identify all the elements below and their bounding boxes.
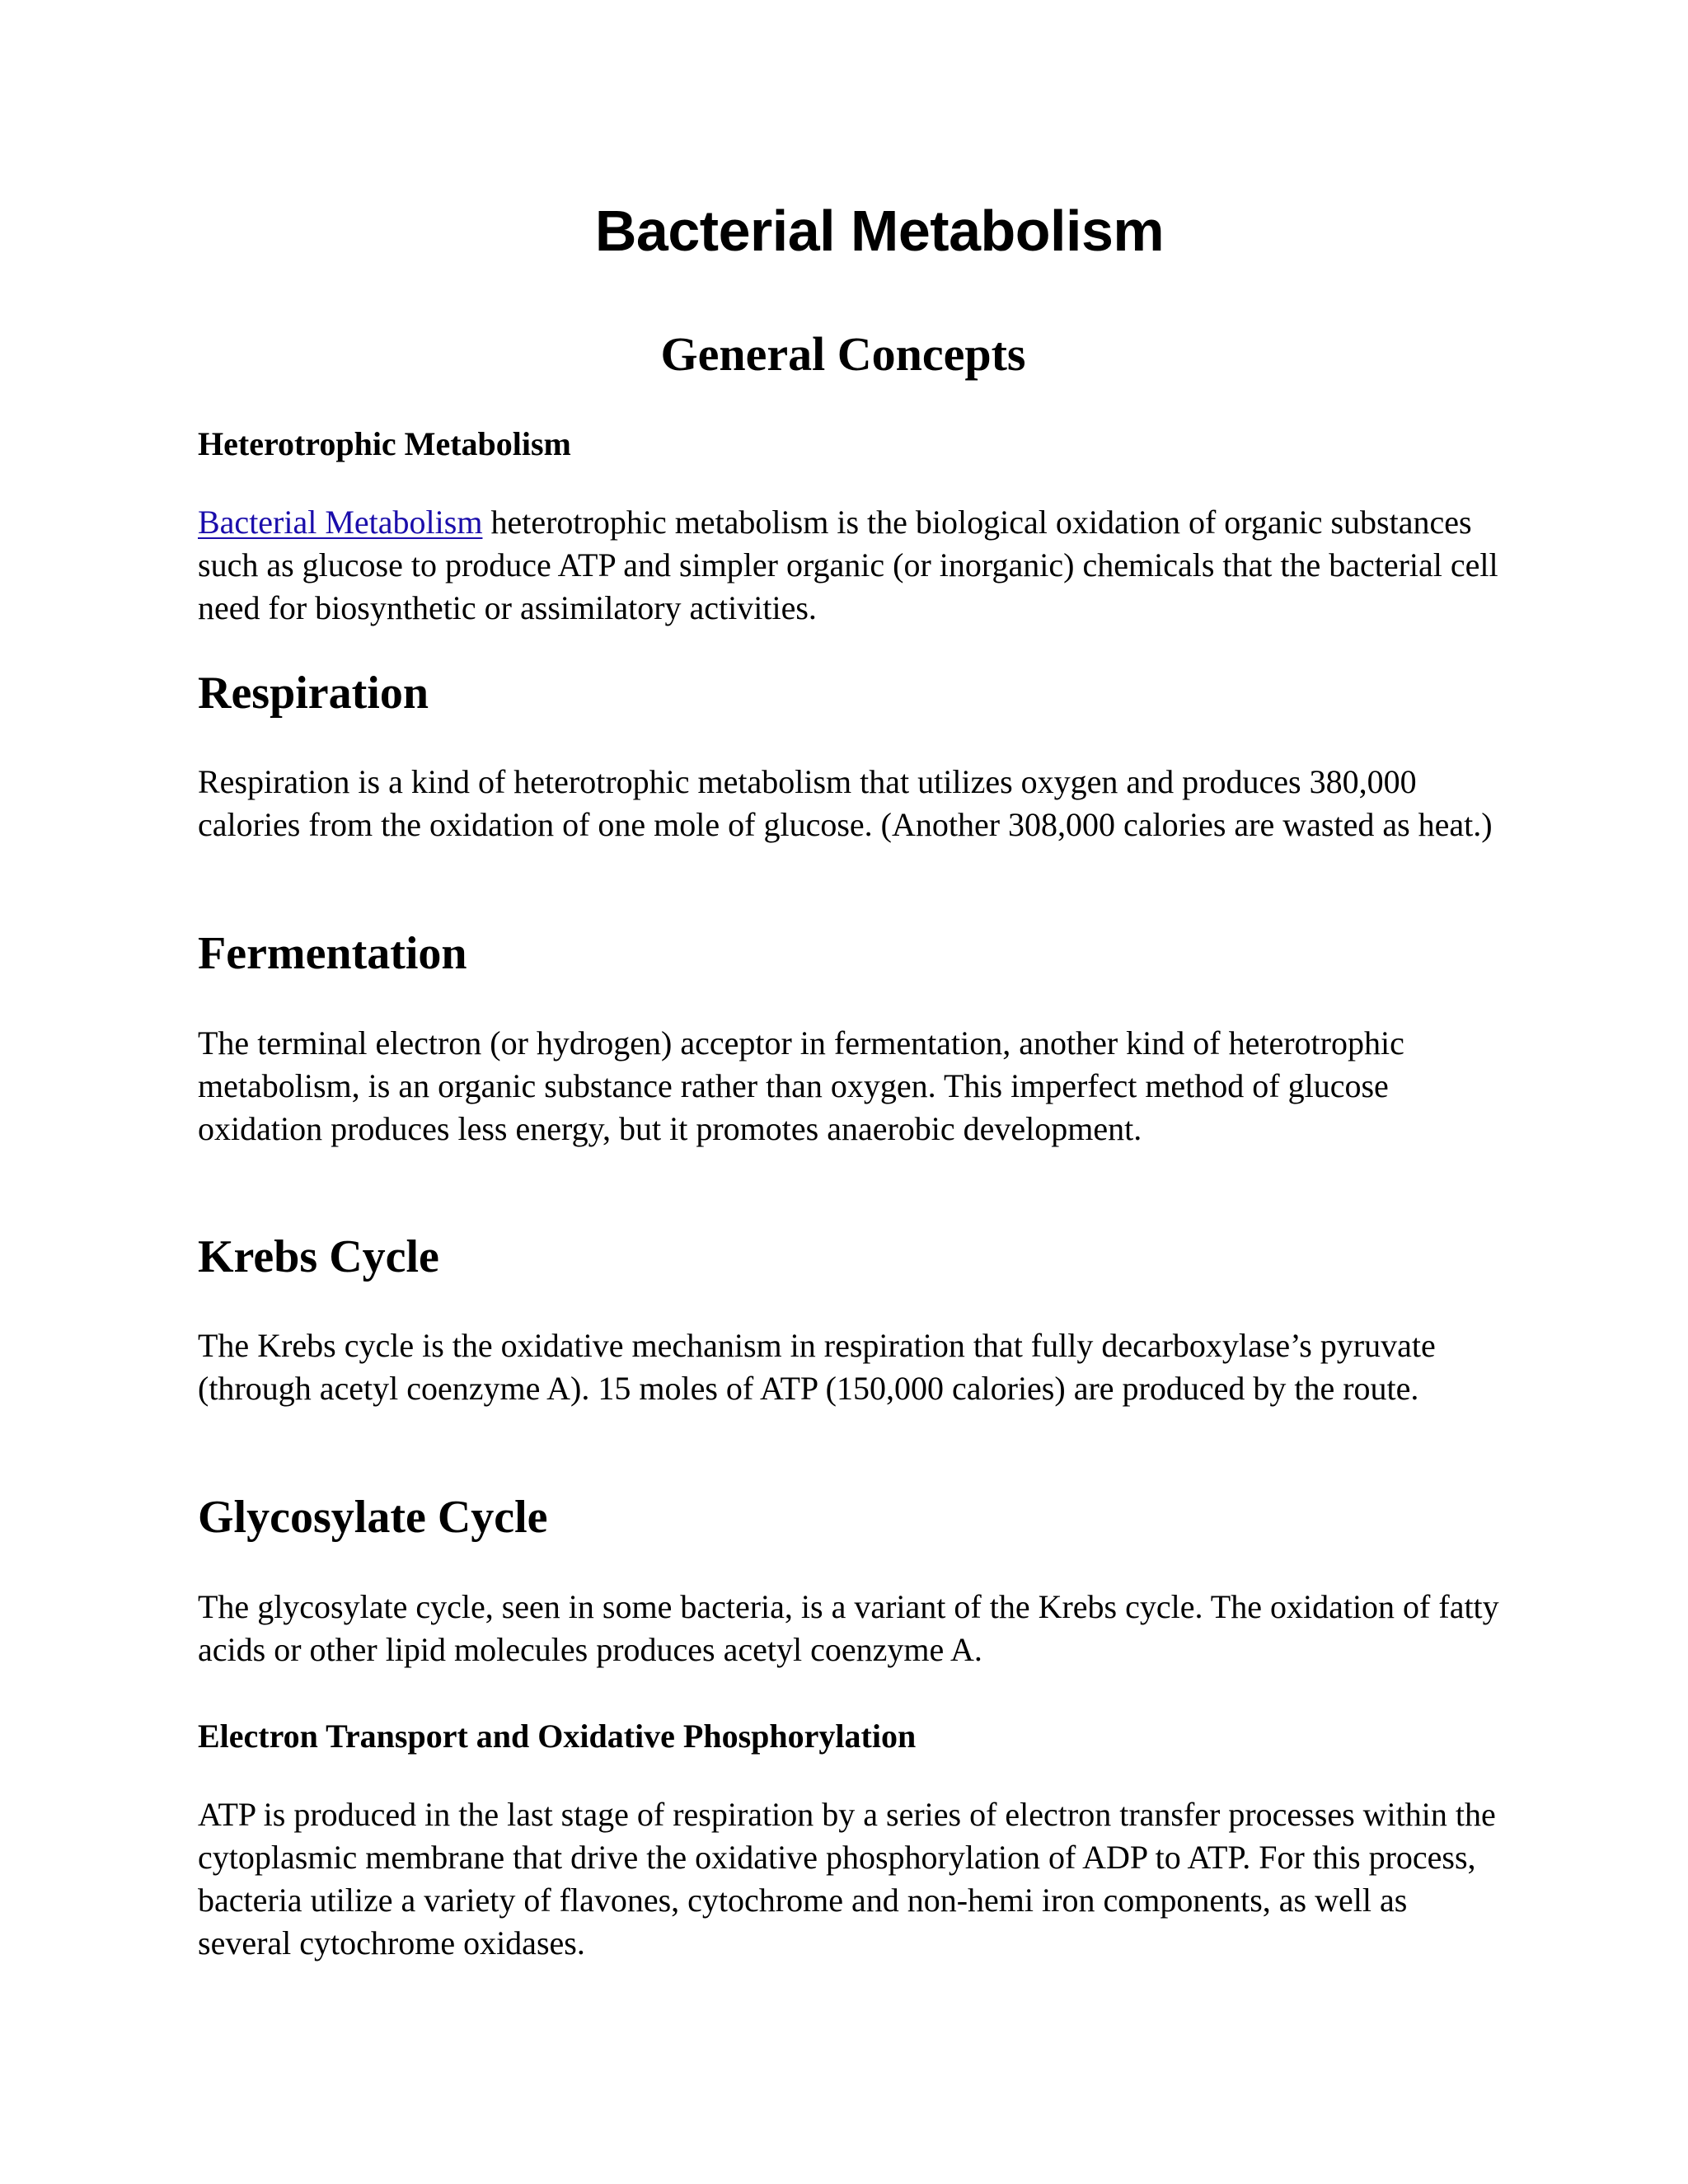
bacterial-metabolism-link[interactable]: Bacterial Metabolism [198,504,483,541]
heterotrophic-text: heterotrophic metabolism is the biological oxidation of organic substances such as glucose to produce ATP and simpler organic (or inorganic) chemicals that the bacterial cell need for biosynthetic or assimilatory activities. [198,504,1498,626]
fermentation-heading: Fermentation [198,928,467,979]
respiration-body [198,761,1500,846]
section-krebs [198,1230,1500,1284]
glycosylate-heading: Glycosylate Cycle [198,1492,548,1543]
glycosylate-paragraph: The glycosylate cycle, seen in some bacteria, is a variant of the Krebs cycle. The oxidation of fatty acids or other lipid molecules produces acetyl coenzyme A. [198,1588,1499,1668]
document-subtitle: General Concepts [660,327,1026,381]
electron-transport-paragraph: ATP is produced in the last stage of respiration by a series of electron transfer processes within the cytoplasmic membrane that drive the oxidative phosphorylation of ADP to ATP. For this process, bacteria utilize a variety of flavones, cytochrome and non-hemi iron components, as well as several cytochrome oxidases. [198,1796,1496,1961]
respiration-paragraph: Respiration is a kind of heterotrophic metabolism that utilizes oxygen and produces 380,000 calories from the oxidation of one mole of glucose. (Another 308,000 calories are wasted as heat.) [198,763,1493,843]
section-fermentation [198,926,1500,981]
electron-transport-body [198,1793,1500,1965]
section-respiration [198,666,1500,720]
electron-transport-heading: Electron Transport and Oxidative Phosphorylation [198,1718,917,1755]
krebs-heading: Krebs Cycle [198,1231,439,1282]
glycosylate-body [198,1586,1500,1671]
krebs-paragraph: The Krebs cycle is the oxidative mechanism in respiration that fully decarboxylase’s pyruvate (through acetyl coenzyme A). 15 moles of ATP (150,000 calories) are produced by the route. [198,1327,1436,1407]
fermentation-paragraph: The terminal electron (or hydrogen) acceptor in fermentation, another kind of heterotrophic metabolism, is an organic substance rather than oxygen. This imperfect method of glucose oxidation produces less energy, but it promotes anaerobic development. [198,1024,1404,1147]
section-heterotrophic [198,423,1500,466]
section-glycosylate [198,1490,1500,1544]
respiration-heading: Respiration [198,668,429,719]
heterotrophic-paragraph [198,501,1500,630]
krebs-body [198,1324,1500,1410]
heterotrophic-body [198,501,1500,630]
section-electron-transport [198,1715,1500,1758]
fermentation-body [198,1022,1500,1151]
heterotrophic-heading: Heterotrophic Metabolism [198,425,571,462]
document-title: Bacterial Metabolism [594,199,1165,263]
